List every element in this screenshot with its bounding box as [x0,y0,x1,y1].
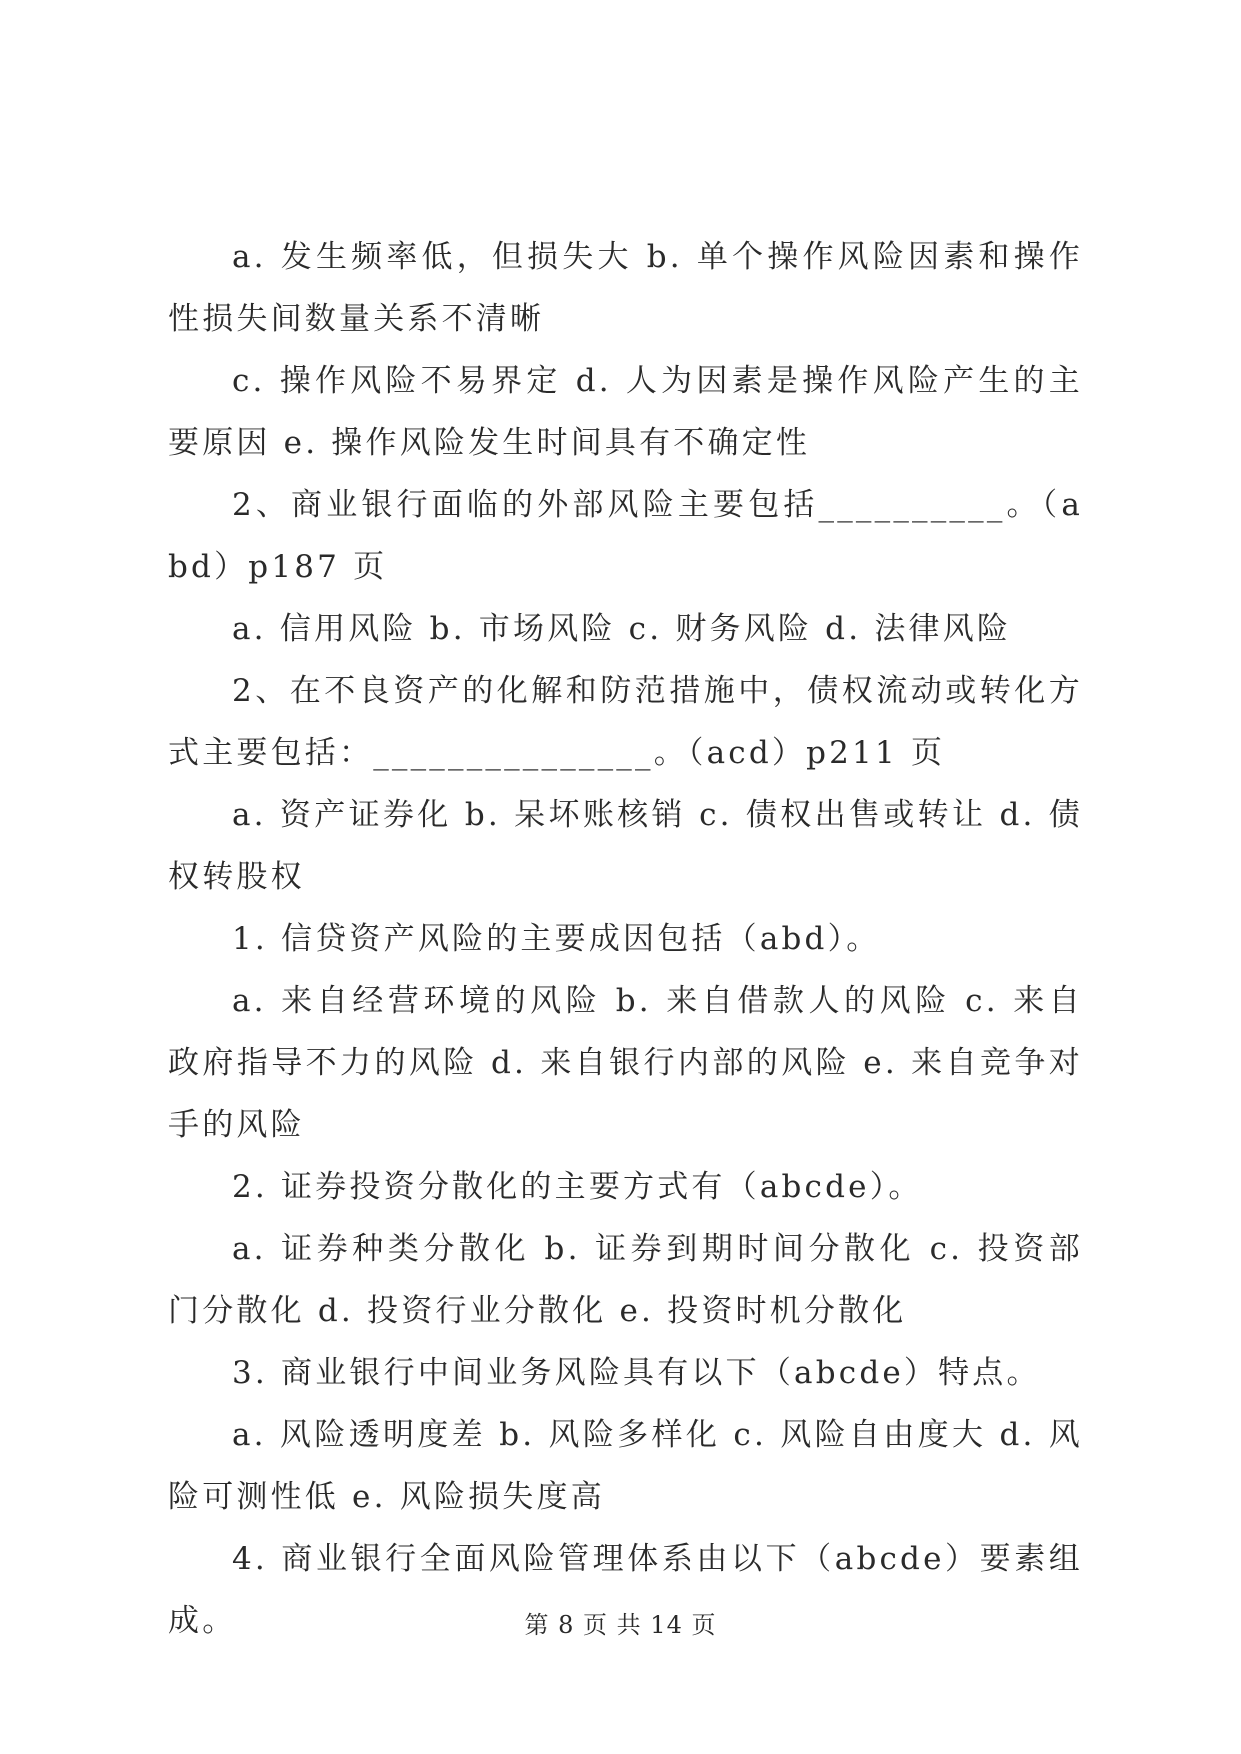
paragraph-2: c. 操作风险不易界定 d. 人为因素是操作风险产生的主要原因 e. 操作风险发生时间具有不确定性 [168,363,1083,461]
paragraph-5: 2、在不良资产的化解和防范措施中，债权流动或转化方式主要包括：_______________。（acd）p211 页 [168,673,1083,771]
paragraph-11: 3. 商业银行中间业务风险具有以下（abcde）特点。 [232,1355,1041,1391]
paragraph-13: 4. 商业银行全面风险管理体系由以下（abcde）要素组成。 [168,1541,1083,1639]
paragraph-1: a. 发生频率低，但损失大 b. 单个操作风险因素和操作性损失间数量关系不清晰 [168,239,1083,337]
paragraph-4: a. 信用风险 b. 市场风险 c. 财务风险 d. 法律风险 [232,611,1012,647]
document-body [168,226,1083,1652]
paragraph-12: a. 风险透明度差 b. 风险多样化 c. 风险自由度大 d. 风险可测性低 e. 风险损失度高 [168,1417,1083,1515]
paragraph-10: a. 证券种类分散化 b. 证券到期时间分散化 c. 投资部门分散化 d. 投资行业分散化 e. 投资时机分散化 [168,1231,1083,1329]
paragraph-8: a. 来自经营环境的风险 b. 来自借款人的风险 c. 来自政府指导不力的风险 d. 来自银行内部的风险 e. 来自竞争对手的风险 [168,983,1083,1143]
paragraph-7: 1. 信贷资产风险的主要成因包括（abd）。 [232,921,881,957]
paragraph-6: a. 资产证券化 b. 呆坏账核销 c. 债权出售或转让 d. 债权转股权 [168,797,1083,895]
paragraph-3: 2、商业银行面临的外部风险主要包括__________。（abd）p187 页 [168,487,1083,585]
page-footer: 第 8 页 共 14 页 [524,1611,717,1639]
paragraph-9: 2. 证券投资分散化的主要方式有（abcde）。 [232,1169,923,1205]
